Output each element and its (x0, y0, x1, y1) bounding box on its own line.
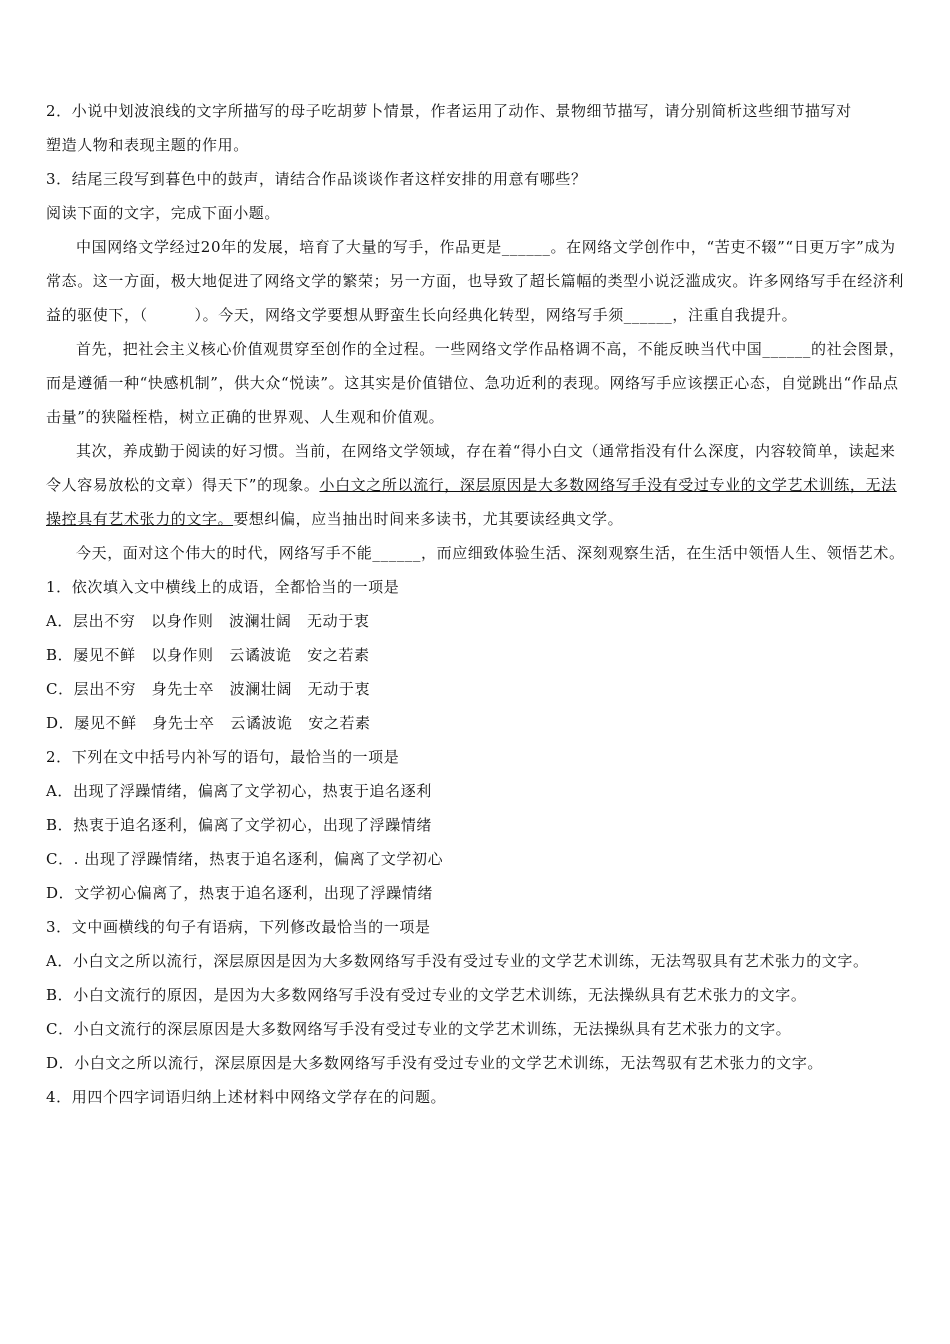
question-3-option-c: C．小白文流行的深层原因是大多数网络写手没有受过专业的文学艺术训练，无法操纵具有艺术张力的文字。 (46, 1020, 792, 1038)
passage-paragraph-4: 今天，面对这个伟大的时代，网络写手不能______，而应细致体验生活、深刻观察生活，在生活中领悟人生、领悟艺术。 (76, 544, 905, 562)
question-1-option-d: D．屡见不鲜 身先士卒 云谲波诡 安之若素 (46, 714, 371, 732)
document-page (46, 94, 908, 1114)
question-2-stem: 2．下列在文中括号内补写的语句，最恰当的一项是 (46, 748, 400, 766)
prev-question-2: 2．小说中划波浪线的文字所描写的母子吃胡萝卜情景，作者运用了动作、景物细节描写，请分别简析这些细节描写对 塑造人物和表现主题的作用。 (46, 102, 852, 154)
question-2-option-b: B．热衷于追名逐利，偏离了文学初心，出现了浮躁情绪 (46, 816, 433, 834)
question-2-option-c: C．. 出现了浮躁情绪，热衷于追名逐利，偏离了文学初心 (46, 850, 444, 868)
question-1-option-c: C．层出不穷 身先士卒 波澜壮阔 无动于衷 (46, 680, 371, 698)
question-1-option-a: A．层出不穷 以身作则 波澜壮阔 无动于衷 (46, 612, 370, 630)
question-4-stem: 4．用四个四字词语归纳上述材料中网络文学存在的问题。 (46, 1088, 447, 1106)
question-3-stem: 3．文中画横线的句子有语病，下列修改最恰当的一项是 (46, 918, 431, 936)
passage-paragraph-2: 首先，把社会主义核心价值观贯穿至创作的全过程。一些网络文学作品格调不高，不能反映当代中国______的社会图景，而是遵循一种“快感机制”，供大众“悦读”。这其实是价值错位、急功近利的表现。网络写手应该摆正心态，自觉跳出“作品点击量”的狭隘桎梏，树立正确的世界观、人生观和价值观。 (46, 340, 905, 426)
underlined-sentence: 小白文之所以流行，深层原因是大多数网络写手没有受过专业的文学艺术训练，无法操控具有艺术张力的文字。 (46, 476, 897, 528)
passage-paragraph-3 (46, 434, 908, 536)
question-1-option-b: B．屡见不鲜 以身作则 云谲波诡 安之若素 (46, 646, 370, 664)
question-1-stem: 1．依次填入文中横线上的成语，全都恰当的一项是 (46, 578, 400, 596)
p3-text-b: 要想纠偏，应当抽出时间来多读书，尤其要读经典文学。 (233, 510, 624, 528)
question-3-option-b: B．小白文流行的原因，是因为大多数网络写手没有受过专业的文学艺术训练，无法操纵具有艺术张力的文字。 (46, 986, 807, 1004)
question-3-option-d: D．小白文之所以流行，深层原因是大多数网络写手没有受过专业的文学艺术训练，无法驾驭有艺术张力的文字。 (46, 1054, 824, 1072)
question-3-option-a: A．小白文之所以流行，深层原因是因为大多数网络写手没有受过专业的文学艺术训练，无法驾驭具有艺术张力的文字。 (46, 952, 869, 970)
question-2-option-a: A．出现了浮躁情绪，偏离了文学初心，热衷于追名逐利 (46, 782, 432, 800)
reading-instruction: 阅读下面的文字，完成下面小题。 (46, 204, 281, 222)
passage-paragraph-1: 中国网络文学经过20年的发展，培育了大量的写手，作品更是______。在网络文学创作中，“苦吏不辍”“日更万字”成为常态。这一方面，极大地促进了网络文学的繁荣；另一方面，也导致了超长篇幅的类型小说泛滥成灾。许多网络写手在经济利益的驱使下，（ ）。今天，网络文学要想从野蛮生长向经典化转型，网络写手须______，注重自我提升。 (46, 238, 905, 324)
prev-question-3: 3．结尾三段写到暮色中的鼓声，请结合作品谈谈作者这样安排的用意有哪些？ (46, 170, 587, 188)
question-2-option-d: D．文学初心偏离了，热衷于追名逐利，出现了浮躁情绪 (46, 884, 434, 902)
p3-text-a: 其次，养成勤于阅读的好习惯。当前，在网络文学领域，存在着“得小白文（通常指没有什么深度，内容较简单，读起来令人容易放松的文章）得天下”的现象。 (46, 442, 896, 494)
